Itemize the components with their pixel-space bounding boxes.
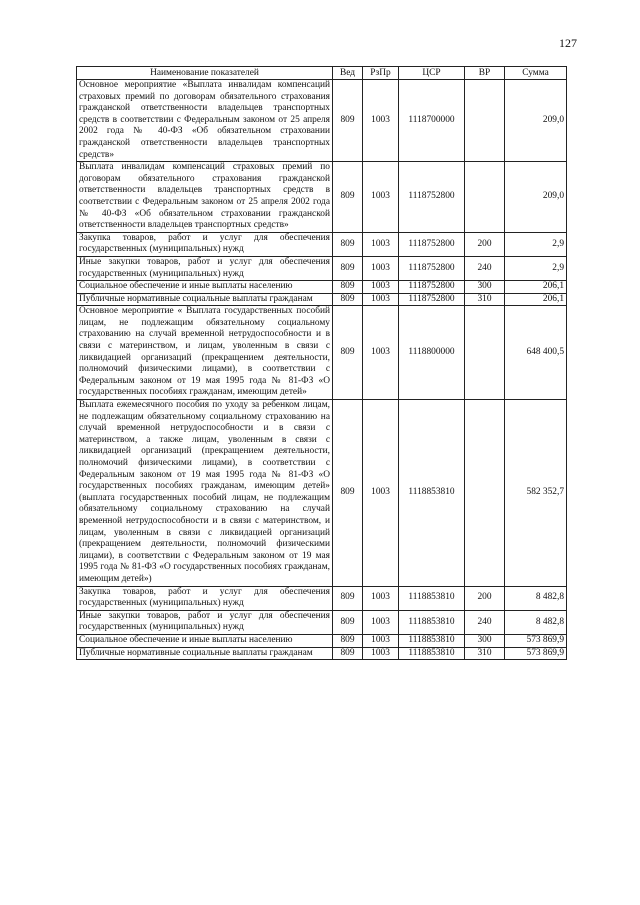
row-name: Выплата ежемесячного пособия по уходу за ребенком лицам, не подлежащим обязательному социальному страхованию на случай временной нетрудоспособности и в связи с материнством, а также лицам, уволенным в связи с ликвидацией организаций (прекращением деятельности, полномочий физическими лицами), в соответствии с Федеральным законом от 19 мая 1995 года № 81-ФЗ «О государственных пособиях гражданам, имеющим детей» (выплата государственных пособий лицам, не подлежащим обязательному социальному страхованию на случай временной нетрудоспособности и в связи с материнством, и лицам, уволенным в связи с ликвидацией организаций (прекращением деятельности, полномочий физическими лицами), в соответствии с Федеральным законом от 19 мая 1995 года № 81-ФЗ «О государственных пособиях гражданам, имеющим детей») xyxy=(77,400,333,587)
row-rzpr: 1003 xyxy=(363,647,399,660)
row-ved: 809 xyxy=(333,232,363,256)
row-rzpr: 1003 xyxy=(363,80,399,162)
header-csr: ЦСР xyxy=(399,67,465,80)
row-vr: 240 xyxy=(465,256,505,280)
row-rzpr: 1003 xyxy=(363,306,399,400)
header-vr: ВР xyxy=(465,67,505,80)
header-rzpr: РзПр xyxy=(363,67,399,80)
row-rzpr: 1003 xyxy=(363,610,399,634)
header-ved: Вед xyxy=(333,67,363,80)
row-ved: 809 xyxy=(333,256,363,280)
row-sum: 8 482,8 xyxy=(505,586,567,610)
row-vr: 300 xyxy=(465,281,505,294)
row-rzpr: 1003 xyxy=(363,634,399,647)
row-name: Основное мероприятие « Выплата государственных пособий лицам, не подлежащим обязательному социальному страхованию на случай временной нетрудоспособности и в связи с материнством, и лицам, уволенным в связи с ликвидацией организаций (прекращением деятельности, полномочий физическими лицами), в соответствии с Федеральным законом от 19 мая 1995 года № 81-ФЗ «О государственных пособиях гражданам, имеющим детей» xyxy=(77,306,333,400)
table-row xyxy=(77,634,567,647)
table-row xyxy=(77,232,567,256)
row-ved: 809 xyxy=(333,586,363,610)
header-name: Наименование показателей xyxy=(77,67,333,80)
table-row xyxy=(77,256,567,280)
row-vr: 310 xyxy=(465,293,505,306)
table-row xyxy=(77,400,567,587)
row-name: Закупка товаров, работ и услуг для обеспечения государственных (муниципальных) нужд xyxy=(77,232,333,256)
row-name: Иные закупки товаров, работ и услуг для обеспечения государственных (муниципальных) нужд xyxy=(77,256,333,280)
row-rzpr: 1003 xyxy=(363,232,399,256)
row-rzpr: 1003 xyxy=(363,281,399,294)
row-rzpr: 1003 xyxy=(363,256,399,280)
table-row xyxy=(77,281,567,294)
row-name: Иные закупки товаров, работ и услуг для обеспечения государственных (муниципальных) нужд xyxy=(77,610,333,634)
row-rzpr: 1003 xyxy=(363,293,399,306)
row-csr: 1118752800 xyxy=(399,162,465,233)
table-row xyxy=(77,80,567,162)
table-row xyxy=(77,586,567,610)
row-vr xyxy=(465,80,505,162)
row-sum: 206,1 xyxy=(505,293,567,306)
table-row xyxy=(77,306,567,400)
row-csr: 1118752800 xyxy=(399,293,465,306)
row-vr xyxy=(465,162,505,233)
row-csr: 1118752800 xyxy=(399,256,465,280)
row-name: Закупка товаров, работ и услуг для обеспечения государственных (муниципальных) нужд xyxy=(77,586,333,610)
budget-table xyxy=(76,66,567,660)
row-vr: 310 xyxy=(465,647,505,660)
row-sum: 206,1 xyxy=(505,281,567,294)
row-vr: 200 xyxy=(465,232,505,256)
row-csr: 1118853810 xyxy=(399,610,465,634)
row-name: Публичные нормативные социальные выплаты гражданам xyxy=(77,647,333,660)
row-sum: 209,0 xyxy=(505,80,567,162)
row-vr xyxy=(465,400,505,587)
row-ved: 809 xyxy=(333,647,363,660)
row-vr: 240 xyxy=(465,610,505,634)
row-vr: 300 xyxy=(465,634,505,647)
row-sum: 573 869,9 xyxy=(505,647,567,660)
row-sum: 648 400,5 xyxy=(505,306,567,400)
row-csr: 1118853810 xyxy=(399,647,465,660)
table-row xyxy=(77,293,567,306)
row-name: Социальное обеспечение и иные выплаты населению xyxy=(77,634,333,647)
row-sum: 8 482,8 xyxy=(505,610,567,634)
row-ved: 809 xyxy=(333,162,363,233)
row-ved: 809 xyxy=(333,610,363,634)
row-vr xyxy=(465,306,505,400)
row-sum: 2,9 xyxy=(505,256,567,280)
row-ved: 809 xyxy=(333,80,363,162)
row-ved: 809 xyxy=(333,400,363,587)
row-name: Публичные нормативные социальные выплаты гражданам xyxy=(77,293,333,306)
table-row xyxy=(77,647,567,660)
row-csr: 1118853810 xyxy=(399,586,465,610)
row-ved: 809 xyxy=(333,281,363,294)
row-sum: 2,9 xyxy=(505,232,567,256)
table-row xyxy=(77,610,567,634)
row-csr: 1118752800 xyxy=(399,281,465,294)
row-name: Основное мероприятие «Выплата инвалидам компенсаций страховых премий по договорам обязательного страхования гражданской ответственности владельцев транспортных средств в соответствии с Федеральным законом от 25 апреля 2002 года № 40-ФЗ «Об обязательном страховании гражданской ответственности владельцев транспортных средств» xyxy=(77,80,333,162)
row-name: Выплата инвалидам компенсаций страховых премий по договорам обязательного страхования гражданской ответственности владельцев транспортных средств в соответствии с Федеральным законом от 25 апреля 2002 года № 40-ФЗ «Об обязательном страховании гражданской ответственности владельцев транспортных средств» xyxy=(77,162,333,233)
row-csr: 1118800000 xyxy=(399,306,465,400)
row-sum: 209,0 xyxy=(505,162,567,233)
row-csr: 1118853810 xyxy=(399,634,465,647)
row-rzpr: 1003 xyxy=(363,586,399,610)
row-rzpr: 1003 xyxy=(363,162,399,233)
row-ved: 809 xyxy=(333,306,363,400)
row-name: Социальное обеспечение и иные выплаты населению xyxy=(77,281,333,294)
header-sum: Сумма xyxy=(505,67,567,80)
row-sum: 582 352,7 xyxy=(505,400,567,587)
row-csr: 1118700000 xyxy=(399,80,465,162)
row-sum: 573 869,9 xyxy=(505,634,567,647)
row-csr: 1118853810 xyxy=(399,400,465,587)
page-number: 127 xyxy=(559,36,577,50)
table-row xyxy=(77,162,567,233)
row-rzpr: 1003 xyxy=(363,400,399,587)
row-ved: 809 xyxy=(333,293,363,306)
row-vr: 200 xyxy=(465,586,505,610)
table-header-row xyxy=(77,67,567,80)
row-ved: 809 xyxy=(333,634,363,647)
row-csr: 1118752800 xyxy=(399,232,465,256)
